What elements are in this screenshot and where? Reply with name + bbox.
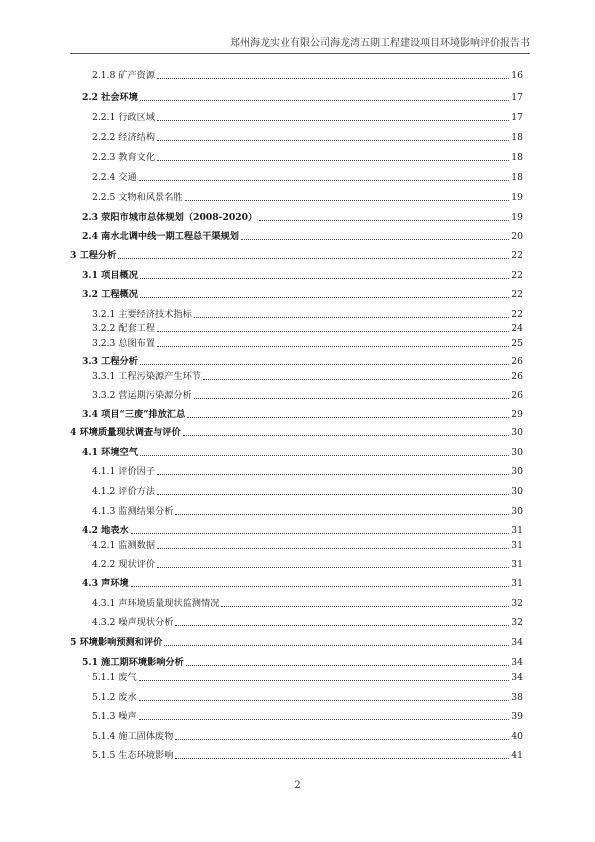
toc-entry-label: 5.1.2 废水 xyxy=(92,692,137,703)
toc-entry-page: 22 xyxy=(511,270,523,281)
toc-entry-label: 5.1.1 废气 xyxy=(92,672,137,683)
toc-entry[interactable] xyxy=(82,287,523,301)
toc-entry[interactable] xyxy=(92,336,523,350)
toc-entry[interactable] xyxy=(82,576,523,590)
toc-entry-page: 25 xyxy=(511,338,523,349)
toc-entry-label: 4 环境质量现状调查与评价 xyxy=(70,427,181,438)
toc-entry[interactable] xyxy=(92,68,523,82)
toc-entry[interactable] xyxy=(92,709,523,723)
toc-entry-label: 2.2.1 行政区域 xyxy=(92,112,156,123)
toc-leader-dots xyxy=(140,99,509,101)
toc-leader-dots xyxy=(175,513,509,515)
toc-entry-page: 41 xyxy=(511,750,523,761)
toc-entry-label: 5 环境影响预测和评价 xyxy=(70,637,163,648)
toc-entry[interactable] xyxy=(82,268,523,282)
toc-entry-page: 17 xyxy=(511,112,523,123)
toc-leader-dots xyxy=(157,139,509,141)
toc-entry-label: 3.4 项目“三废”排放汇总 xyxy=(82,409,186,420)
toc-leader-dots xyxy=(140,454,509,456)
toc-entry-page: 19 xyxy=(511,192,523,203)
toc-entry-label: 4.3 声环境 xyxy=(82,578,129,589)
toc-leader-dots xyxy=(241,238,509,240)
toc-leader-dots xyxy=(187,416,509,418)
toc-entry-page: 30 xyxy=(511,506,523,517)
page-number: 2 xyxy=(294,780,301,791)
toc-leader-dots xyxy=(157,77,509,79)
toc-leader-dots xyxy=(259,219,509,221)
toc-entry-label: 2.2 社会环境 xyxy=(82,92,138,103)
toc-leader-dots xyxy=(164,644,509,646)
toc-entry-page: 18 xyxy=(511,132,523,143)
toc-entry[interactable] xyxy=(92,190,523,204)
toc-entry[interactable] xyxy=(82,655,523,669)
toc-leader-dots xyxy=(139,179,510,181)
toc-leader-dots xyxy=(203,378,509,380)
toc-entry[interactable] xyxy=(92,690,523,704)
toc-leader-dots xyxy=(157,159,509,161)
toc-leader-dots xyxy=(183,434,510,436)
toc-entry-page: 34 xyxy=(511,637,523,648)
toc-leader-dots xyxy=(139,699,510,701)
toc-entry[interactable] xyxy=(82,445,523,459)
toc-entry[interactable] xyxy=(92,464,523,478)
toc-entry-page: 26 xyxy=(511,356,523,367)
toc-entry[interactable] xyxy=(92,504,523,518)
toc-entry-page: 32 xyxy=(511,617,523,628)
toc-entry-page: 20 xyxy=(511,231,523,242)
toc-entry[interactable] xyxy=(92,307,523,321)
toc-entry-page: 31 xyxy=(511,559,523,570)
toc-entry[interactable] xyxy=(92,130,523,144)
toc-leader-dots xyxy=(175,738,509,740)
toc-entry[interactable] xyxy=(92,150,523,164)
toc-entry-page: 30 xyxy=(511,466,523,477)
toc-entry[interactable] xyxy=(82,229,523,243)
toc-entry-label: 5.1.5 生态环境影响 xyxy=(92,750,174,761)
toc-leader-dots xyxy=(139,718,510,720)
toc-entry-page: 34 xyxy=(511,672,523,683)
toc-entry-label: 3.3.2 营运期污染源分析 xyxy=(92,390,192,401)
toc-entry-label: 2.4 南水北调中线一期工程总干渠规划 xyxy=(82,231,239,242)
toc-leader-dots xyxy=(131,532,510,534)
toc-leader-dots xyxy=(131,585,510,587)
toc-entry[interactable] xyxy=(82,354,523,368)
toc-entry-label: 3.3 工程分析 xyxy=(82,356,138,367)
toc-entry-page: 32 xyxy=(511,598,523,609)
toc-entry-label: 4.2 地表水 xyxy=(82,525,129,536)
toc-entry[interactable] xyxy=(82,407,523,421)
toc-entry-page: 30 xyxy=(511,486,523,497)
toc-entry[interactable] xyxy=(70,248,523,262)
toc-entry-label: 4.1 环境空气 xyxy=(82,447,138,458)
toc-entry-page: 18 xyxy=(511,152,523,163)
toc-entry-label: 4.2.1 监测数据 xyxy=(92,540,156,551)
toc-leader-dots xyxy=(157,119,509,121)
toc-leader-dots xyxy=(157,493,509,495)
toc-entry[interactable] xyxy=(92,538,523,552)
toc-entry-page: 40 xyxy=(511,731,523,742)
toc-entry[interactable] xyxy=(92,748,523,762)
toc-entry-page: 31 xyxy=(511,578,523,589)
toc-entry-label: 3.3.1 工程污染源产生环节 xyxy=(92,371,201,382)
toc-entry-label: 5.1.3 噪声 xyxy=(92,711,137,722)
toc-leader-dots xyxy=(175,757,509,759)
toc-entry-label: 4.1.2 评价方法 xyxy=(92,486,156,497)
toc-entry-label: 5.1.4 施工固体废物 xyxy=(92,731,174,742)
toc-entry[interactable] xyxy=(92,484,523,498)
page-footer xyxy=(0,780,595,791)
toc-leader-dots xyxy=(140,363,509,365)
toc-entry[interactable] xyxy=(92,321,523,335)
toc-entry-page: 39 xyxy=(511,711,523,722)
toc-entry-label: 4.1.1 评价因子 xyxy=(92,466,156,477)
toc-entry-page: 24 xyxy=(511,323,523,334)
toc-leader-dots xyxy=(185,199,510,201)
toc-leader-dots xyxy=(194,316,509,318)
toc-entry-label: 2.2.4 交通 xyxy=(92,172,137,183)
toc-entry-label: 2.3 荥阳市城市总体规划（2008-2020） xyxy=(82,212,258,223)
toc-entry-label: 2.2.3 教育文化 xyxy=(92,152,156,163)
toc-entry-label: 3.1 项目概况 xyxy=(82,270,138,281)
toc-entry[interactable] xyxy=(92,170,523,184)
toc-entry-label: 5.1 施工期环境影响分析 xyxy=(82,657,184,668)
toc-entry-page: 26 xyxy=(511,371,523,382)
toc-entry[interactable] xyxy=(70,425,523,439)
toc-entry-page: 19 xyxy=(511,212,523,223)
toc-entry-page: 22 xyxy=(511,309,523,320)
toc-entry-page: 26 xyxy=(511,390,523,401)
toc-entry[interactable] xyxy=(92,596,523,610)
toc-leader-dots xyxy=(140,296,509,298)
toc-entry-label: 3.2.1 主要经济技术指标 xyxy=(92,309,192,320)
toc-entry-label: 2.2.2 经济结构 xyxy=(92,132,156,143)
toc-entry[interactable] xyxy=(70,635,523,649)
toc-entry-page: 38 xyxy=(511,692,523,703)
toc-leader-dots xyxy=(221,605,509,607)
toc-entry-label: 4.2.2 现状评价 xyxy=(92,559,156,570)
toc-leader-dots xyxy=(157,566,509,568)
toc-entry-label: 3.2 工程概况 xyxy=(82,289,138,300)
toc-entry[interactable] xyxy=(82,523,523,537)
toc-entry[interactable] xyxy=(92,369,523,383)
toc-entry[interactable] xyxy=(92,557,523,571)
toc-entry[interactable] xyxy=(92,615,523,629)
toc-entry-label: 4.3.2 噪声现状分析 xyxy=(92,617,174,628)
toc-entry-page: 29 xyxy=(511,409,523,420)
toc-leader-dots xyxy=(157,330,509,332)
toc-leader-dots xyxy=(157,547,509,549)
toc-entry[interactable] xyxy=(92,110,523,124)
toc-entry-page: 31 xyxy=(511,525,523,536)
toc-entry-label: 4.1.3 监测结果分析 xyxy=(92,506,174,517)
toc-leader-dots xyxy=(157,473,509,475)
toc-entry[interactable] xyxy=(92,388,523,402)
toc-entry-label: 2.2.5 文物和风景名胜 xyxy=(92,192,183,203)
toc-entry-page: 31 xyxy=(511,540,523,551)
toc-entry-page: 30 xyxy=(511,427,523,438)
toc-entry-label: 3.2.3 总图布置 xyxy=(92,338,156,349)
header-title: 郑州海龙实业有限公司海龙湾五期工程建设项目环境影响评价报告书 xyxy=(230,38,530,49)
toc-leader-dots xyxy=(194,397,509,399)
toc-entry-label: 2.1.8 矿产资源 xyxy=(92,70,156,81)
toc-entry-page: 22 xyxy=(511,250,523,261)
toc-entry-label: 4.3.1 声环境质量现状监测情况 xyxy=(92,598,220,609)
toc-leader-dots xyxy=(175,624,509,626)
toc-entry-label: 3.2.2 配套工程 xyxy=(92,323,156,334)
toc-entry-page: 30 xyxy=(511,447,523,458)
toc-entry[interactable] xyxy=(92,670,523,684)
toc-entry[interactable] xyxy=(82,210,523,224)
toc-entry-page: 34 xyxy=(511,657,523,668)
toc-leader-dots xyxy=(140,277,509,279)
toc-leader-dots xyxy=(118,257,509,259)
toc-entry-page: 18 xyxy=(511,172,523,183)
toc-leader-dots xyxy=(157,345,509,347)
toc-entry-page: 17 xyxy=(511,92,523,103)
toc-entry-label: 3 工程分析 xyxy=(70,250,117,261)
toc-entry[interactable] xyxy=(92,729,523,743)
toc-entry-page: 16 xyxy=(511,70,523,81)
toc-leader-dots xyxy=(139,679,510,681)
toc-entry[interactable] xyxy=(82,90,523,104)
toc-entry-page: 22 xyxy=(511,289,523,300)
toc-leader-dots xyxy=(186,664,509,666)
